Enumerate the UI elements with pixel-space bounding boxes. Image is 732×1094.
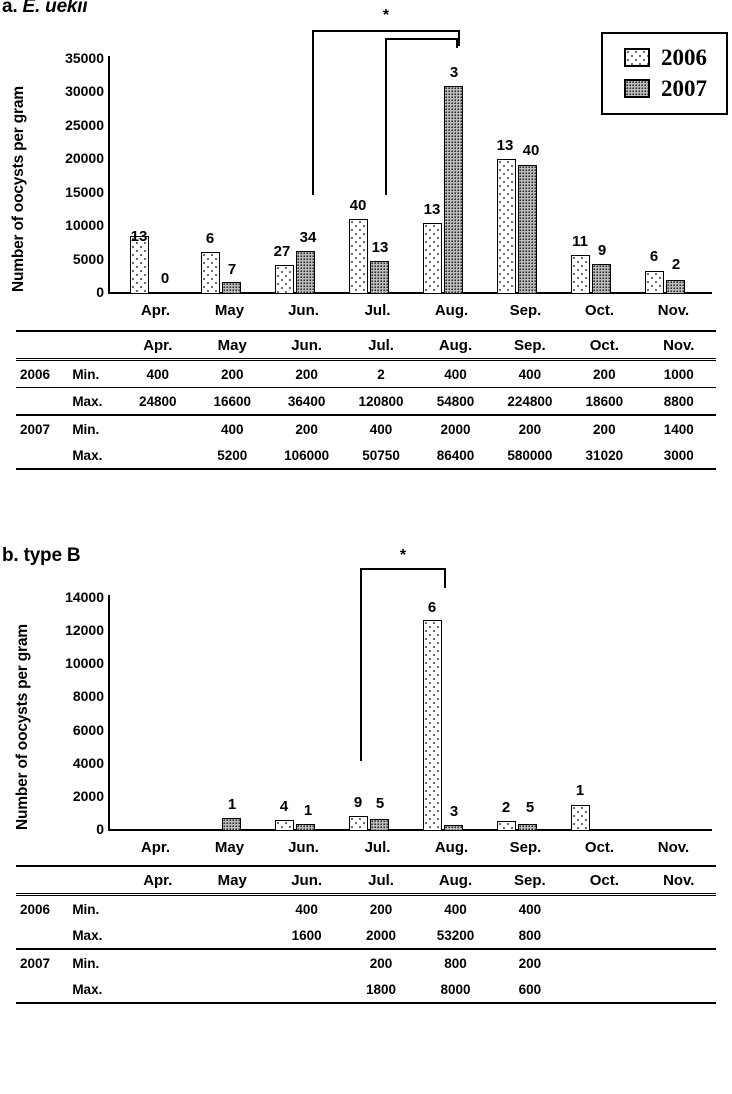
table-a-cell: 86400	[418, 442, 492, 469]
table-a-cell: 24800	[139, 393, 177, 409]
table-a-cell: 16600	[213, 393, 251, 409]
table-b-row-2006-max	[16, 922, 716, 949]
legend-item-2006	[624, 46, 707, 69]
table-b-cell	[642, 949, 716, 976]
table-a-stat-min-2006: Min.	[72, 360, 120, 388]
bar-2007-jul-b	[370, 819, 389, 831]
panel-b-sig-bracket-right	[444, 568, 446, 588]
bar-label-2006-jul: 40	[349, 197, 367, 214]
panel-a-sig-bracket-inner-left	[385, 38, 387, 195]
table-a-cell: 200	[493, 415, 567, 442]
bar-2007-jun	[296, 251, 315, 294]
panel-b-ytick-5: 4000	[72, 755, 104, 771]
bar-2006-aug	[423, 223, 442, 294]
legend-label-2006: 2006	[661, 45, 707, 70]
table-b-cell: 200	[518, 955, 542, 971]
bar-label-2007-jun: 34	[299, 229, 317, 246]
bar-label-2006-sep-b: 2	[501, 799, 511, 816]
panel-a-title-species: E. uekii	[22, 0, 88, 17]
table-a-stat-max-2007: Max.	[72, 442, 120, 469]
table-a-cell: 200	[269, 415, 343, 442]
table-b-row-2007-min	[16, 949, 716, 976]
table-b-cell	[195, 895, 269, 923]
panel-b-y-axis-line	[108, 595, 110, 831]
bar-2007-sep	[518, 165, 537, 294]
table-a-cell: 400	[418, 360, 492, 388]
panel-a-sig-bracket-outer-right	[458, 30, 460, 46]
table-b-cell: 200	[369, 955, 393, 971]
table-a-cell	[121, 442, 195, 469]
table-b-year-2007: 2007	[20, 955, 51, 971]
table-a-cell: 400	[121, 360, 195, 388]
panel-a-sig-bracket-outer-top	[312, 30, 460, 32]
table-b-cell: 200	[369, 901, 393, 917]
panel-a-x-axis-line	[108, 292, 712, 294]
table-a-cell	[121, 415, 195, 442]
panel-b-title	[2, 545, 80, 567]
table-b-cell: 800	[493, 922, 567, 949]
table-b-cell	[121, 976, 195, 1003]
table-a-cell: 120800	[358, 393, 404, 409]
bar-2007-aug	[444, 86, 463, 294]
table-b-cell	[567, 895, 641, 923]
panel-b-xlabel-jun: Jun.	[288, 839, 319, 856]
table-b-cell	[642, 895, 716, 923]
legend-item-2007	[624, 77, 707, 100]
bar-2007-sep-b	[518, 824, 537, 831]
table-b-cell	[269, 949, 343, 976]
bar-2006-may	[201, 252, 220, 294]
table-b-cell: 53200	[418, 922, 492, 949]
panel-a	[0, 0, 732, 510]
panel-a-y-axis-title: Number of oocysts per gram	[10, 86, 27, 292]
table-a-cell: 106000	[269, 442, 343, 469]
table-b-cell: 1600	[269, 922, 343, 949]
bar-label-2006-may: 6	[205, 230, 215, 247]
panel-a-significance-star: *	[382, 7, 390, 24]
panel-b-x-axis-line	[108, 829, 712, 831]
table-a-header-row	[16, 331, 716, 360]
table-a-stat-max-2006: Max.	[72, 393, 103, 409]
table-b-cell	[642, 922, 716, 949]
panel-b-xlabel-aug: Aug.	[434, 839, 469, 856]
table-a-stat-min-2007: Min.	[72, 415, 120, 442]
panel-b-sig-bracket-left	[360, 568, 362, 761]
table-a-row-2006-min-2	[16, 388, 716, 416]
panel-b-sig-bracket-top	[360, 568, 445, 570]
table-a-header-oct: Oct.	[567, 331, 641, 360]
table-a-cell: 54800	[436, 393, 475, 409]
panel-a-ytick-3: 20000	[65, 150, 104, 166]
table-b-cell	[269, 976, 343, 1003]
panel-a-title-prefix: a.	[2, 0, 23, 17]
bar-label-2006-jun-b: 4	[279, 798, 289, 815]
panel-a-ytick-0: 35000	[65, 50, 104, 66]
panel-a-data-table	[16, 330, 716, 470]
table-a-cell: 200	[567, 360, 641, 388]
table-b-header-may: May	[195, 866, 269, 895]
bar-2007-jul	[370, 261, 389, 294]
bar-2007-may	[222, 282, 241, 294]
table-a-row-2007-max	[16, 442, 716, 469]
panel-b-xlabel-nov: Nov.	[657, 839, 690, 856]
table-b-cell	[642, 976, 716, 1003]
table-a-cell: 400	[493, 360, 567, 388]
panel-a-title	[2, 0, 87, 18]
bar-2006-jul	[349, 219, 368, 294]
panel-a-xlabel-apr: Apr.	[140, 302, 171, 319]
panel-b-xlabel-oct: Oct.	[584, 839, 615, 856]
panel-a-ytick-7: 0	[96, 284, 104, 300]
panel-a-xlabel-oct: Oct.	[584, 302, 615, 319]
bar-label-2006-sep: 13	[496, 137, 514, 154]
table-b-header-year	[16, 866, 72, 895]
table-a-cell: 5200	[195, 442, 269, 469]
panel-b	[0, 545, 732, 1094]
panel-b-title-prefix: b. type B	[2, 545, 81, 566]
table-a-cell: 200	[269, 360, 343, 388]
table-b-header-nov: Nov.	[642, 866, 716, 895]
table-b-cell	[121, 895, 195, 923]
bar-label-2007-aug: 3	[449, 64, 459, 81]
bar-label-2007-nov: 2	[671, 256, 681, 273]
table-a-header-nov: Nov.	[642, 331, 716, 360]
bar-label-2007-aug-b: 3	[449, 803, 459, 820]
table-b-year-blank-1	[16, 922, 72, 949]
panel-b-ytick-3: 8000	[72, 688, 104, 704]
table-b-cell: 800	[444, 955, 467, 971]
panel-a-sig-bracket-inner-top	[385, 38, 457, 40]
panel-b-y-axis-title: Number of oocysts per gram	[14, 624, 31, 830]
bar-2006-sep	[497, 159, 516, 294]
bar-2007-may-b	[222, 818, 241, 831]
table-a-header-stat	[72, 331, 120, 360]
panel-a-ytick-6: 5000	[72, 251, 104, 267]
bar-label-2006-nov: 6	[649, 248, 659, 265]
table-a-row-2006-min	[16, 360, 716, 388]
panel-b-ytick-4: 6000	[72, 722, 104, 738]
panel-a-xlabel-aug: Aug.	[434, 302, 469, 319]
bar-2007-oct	[592, 264, 611, 294]
panel-a-sig-bracket-outer-left	[312, 30, 314, 195]
table-b-header-apr: Apr.	[121, 866, 195, 895]
table-a-header-year	[16, 331, 72, 360]
bar-label-2007-may-b: 1	[227, 796, 237, 813]
bar-label-2007-oct: 9	[597, 242, 607, 259]
bar-2007-jun-b	[296, 824, 315, 831]
panel-b-plot-area	[65, 589, 712, 856]
bar-label-2007-jul-b: 5	[375, 795, 385, 812]
table-b-year-2006: 2006	[20, 901, 51, 917]
bar-label-2007-may: 7	[227, 261, 237, 278]
table-a-cell: 580000	[493, 442, 567, 469]
bar-label-2006-aug-b: 6	[427, 599, 437, 616]
table-b-cell	[121, 922, 195, 949]
table-b-row-2007-max	[16, 976, 716, 1003]
legend-swatch-2006-icon	[624, 48, 650, 67]
bar-2006-nov	[645, 271, 664, 294]
table-a-year-2007: 2007	[16, 415, 72, 442]
panel-b-ytick-0: 14000	[65, 589, 104, 605]
bar-label-2007-apr: 0	[160, 270, 170, 287]
legend-label-2007: 2007	[661, 76, 707, 101]
table-b-cell	[567, 922, 641, 949]
bar-2006-jun-b	[275, 820, 294, 831]
table-a-header-sep: Sep.	[493, 331, 567, 360]
bar-2006-aug-b	[423, 620, 442, 831]
table-b-header-row	[16, 866, 716, 895]
bar-2006-oct-b	[571, 805, 590, 831]
table-a-row-2007-min	[16, 415, 716, 442]
panel-b-xlabel-may: May	[214, 839, 245, 856]
table-a-cell: 2	[344, 360, 418, 388]
table-b-cell: 8000	[418, 976, 492, 1003]
table-a-cell: 200	[567, 415, 641, 442]
table-a-cell: 8800	[663, 393, 694, 409]
table-b-header-sep: Sep.	[493, 866, 567, 895]
table-a-cell: 224800	[507, 393, 553, 409]
panel-a-y-axis-line	[108, 56, 110, 294]
table-a-year-blank-2	[16, 442, 72, 469]
panel-b-data-table	[16, 865, 716, 1004]
bar-label-2007-sep: 40	[522, 142, 540, 159]
panel-b-xlabel-apr: Apr.	[140, 839, 171, 856]
panel-a-ytick-1: 30000	[65, 83, 104, 99]
bar-label-2006-apr: 13	[130, 228, 148, 245]
table-b-header-jul: Jul.	[344, 866, 418, 895]
panel-a-ytick-4: 15000	[65, 184, 104, 200]
table-a-year-blank-1	[16, 388, 72, 416]
table-a-header-may: May	[195, 331, 269, 360]
table-b-header-oct: Oct.	[567, 866, 641, 895]
panel-a-xlabel-jul: Jul.	[364, 302, 391, 319]
panel-b-ytick-6: 2000	[72, 788, 104, 804]
panel-a-legend	[601, 32, 728, 115]
panel-b-ytick-1: 12000	[65, 622, 104, 638]
table-a-cell: 36400	[287, 393, 326, 409]
table-b-stat-max-2006: Max.	[72, 922, 120, 949]
table-b-cell	[195, 976, 269, 1003]
table-b-header-jun: Jun.	[269, 866, 343, 895]
bar-label-2006-oct: 11	[572, 233, 588, 250]
bar-2006-jun	[275, 265, 294, 294]
table-b-year-blank-2	[16, 976, 72, 1003]
bar-2006-oct	[571, 255, 590, 294]
panel-a-xlabel-sep: Sep.	[509, 302, 542, 319]
panel-b-xlabel-jul: Jul.	[364, 839, 391, 856]
table-a-header-apr: Apr.	[121, 331, 195, 360]
table-a-cell: 3000	[642, 442, 716, 469]
table-a-cell: 1000	[642, 360, 716, 388]
table-a-cell: 200	[195, 360, 269, 388]
table-a-cell: 18600	[585, 393, 624, 409]
table-b-cell	[567, 949, 641, 976]
table-b-header-aug: Aug.	[418, 866, 492, 895]
table-b-cell	[195, 922, 269, 949]
panel-a-xlabel-jun: Jun.	[288, 302, 319, 319]
bar-2006-sep-b	[497, 821, 516, 831]
table-a-cell: 400	[344, 415, 418, 442]
table-b-cell: 400	[295, 901, 318, 917]
bar-label-2006-oct-b: 1	[575, 782, 585, 799]
bar-label-2007-jul: 13	[371, 239, 389, 256]
table-a-header-jul: Jul.	[344, 331, 418, 360]
table-b-stat-max-2007: Max.	[72, 976, 120, 1003]
panel-b-ytick-2: 10000	[65, 655, 104, 671]
table-a-year-2006: 2006	[16, 360, 72, 388]
table-b-cell: 400	[444, 901, 467, 917]
table-b-cell: 400	[518, 901, 542, 917]
bar-2007-nov	[666, 280, 685, 294]
table-b-cell: 600	[493, 976, 567, 1003]
bar-label-2006-jul-b: 9	[353, 794, 363, 811]
bar-label-2006-aug: 13	[423, 201, 441, 218]
table-b-cell	[121, 949, 195, 976]
table-b-stat-min-2007: Min.	[72, 955, 100, 971]
table-b-cell	[195, 949, 269, 976]
panel-a-ytick-2: 25000	[65, 117, 104, 133]
table-b-stat-min-2006: Min.	[72, 901, 100, 917]
table-a-cell: 400	[195, 415, 269, 442]
bar-2007-aug-b	[444, 825, 463, 831]
legend-swatch-2007-icon	[624, 79, 650, 98]
panel-b-ytick-7: 0	[96, 821, 104, 837]
table-b-cell	[567, 976, 641, 1003]
bar-label-2007-sep-b: 5	[525, 799, 535, 816]
panel-a-ytick-5: 10000	[65, 217, 104, 233]
table-b-cell: 1800	[344, 976, 418, 1003]
bar-2006-jul-b	[349, 816, 368, 831]
bar-label-2007-jun-b: 1	[303, 802, 313, 819]
table-a-cell: 1400	[642, 415, 716, 442]
panel-b-significance-star: *	[399, 547, 407, 564]
table-b-cell: 2000	[344, 922, 418, 949]
table-a-header-aug: Aug.	[418, 331, 492, 360]
panel-b-xlabel-sep: Sep.	[509, 839, 542, 856]
table-b-header-stat	[72, 866, 120, 895]
bar-label-2006-jun: 27	[273, 243, 291, 260]
panel-a-sig-bracket-inner-right	[456, 38, 458, 48]
table-a-header-jun: Jun.	[269, 331, 343, 360]
table-a-cell: 50750	[344, 442, 418, 469]
table-b-row-2006-min	[16, 895, 716, 923]
panel-a-xlabel-may: May	[214, 302, 245, 319]
table-a-cell: 31020	[567, 442, 641, 469]
table-a-cell: 2000	[418, 415, 492, 442]
panel-a-xlabel-nov: Nov.	[657, 302, 690, 319]
